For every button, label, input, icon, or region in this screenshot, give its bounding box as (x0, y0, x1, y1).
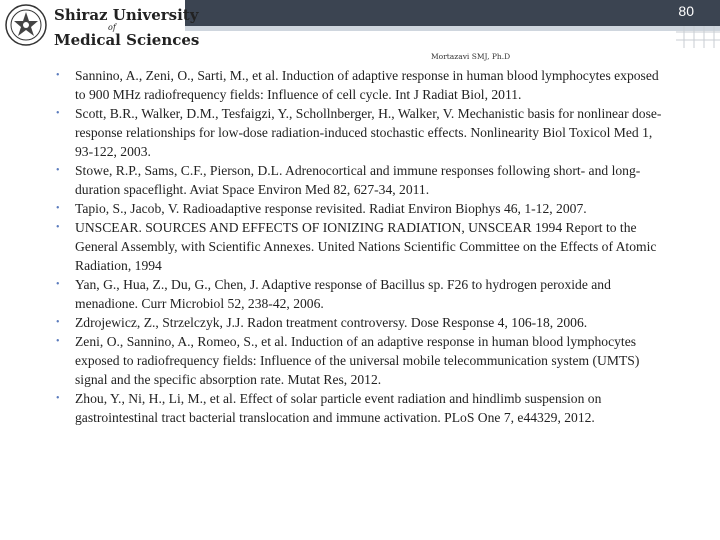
grid-decoration-icon (676, 0, 720, 48)
reference-text: UNSCEAR. SOURCES AND EFFECTS OF IONIZING RADIATION, UNSCEAR 1994 Report to the General Assembly, with Scientific Annexes. United Nations Scientific Committee on the Effects of Atomic Radiation, 1994 (75, 220, 657, 273)
bullet-icon: • (56, 222, 60, 233)
reference-item (52, 332, 664, 389)
logo-line-medical-sciences: Medical Sciences (54, 31, 200, 49)
reference-list (52, 66, 664, 427)
reference-text: Stowe, R.P., Sams, C.F., Pierson, D.L. Adrenocortical and immune responses following short- and long-duration spaceflight. Aviat Space Environ Med 82, 627-34, 2011. (75, 163, 641, 197)
reference-item (52, 389, 664, 427)
reference-item (52, 104, 664, 161)
reference-item (52, 66, 664, 104)
bullet-icon: • (56, 279, 60, 290)
header-stripe (185, 26, 720, 31)
bullet-icon: • (56, 336, 60, 347)
bullet-icon: • (56, 317, 60, 328)
bullet-icon: • (56, 70, 60, 81)
reference-item (52, 275, 664, 313)
logo-line-of: of (108, 23, 116, 32)
bullet-icon: • (56, 393, 60, 404)
university-logo (2, 2, 200, 49)
reference-text: Zhou, Y., Ni, H., Li, M., et al. Effect of solar particle event radiation and hindlimb suspension on gastrointestinal tract bacterial translocation and immune activation. PLoS One 7, e44329, 2012. (75, 391, 602, 425)
reference-text: Zeni, O., Sannino, A., Romeo, S., et al. Induction of an adaptive response in human blood lymphocytes exposed to radiofrequency fields: Influence of the universal mobile telecommunication system (UMTS) signal and the specific absorption rate. Mutat Res, 2012. (75, 334, 640, 387)
author-label: Mortazavi SMJ, Ph.D (431, 52, 511, 61)
reference-text: Tapio, S., Jacob, V. Radioadaptive response revisited. Radiat Environ Biophys 46, 1-12, 2007. (75, 201, 587, 216)
reference-text: Yan, G., Hua, Z., Du, G., Chen, J. Adaptive response of Bacillus sp. F26 to hydrogen peroxide and menadione. Curr Microbiol 52, 238-42, 2006. (75, 277, 611, 311)
header-bar (185, 0, 720, 26)
reference-item (52, 199, 664, 218)
page-number: 80 (678, 3, 694, 19)
emblem-icon (4, 3, 48, 47)
reference-text: Zdrojewicz, Z., Strzelczyk, J.J. Radon treatment controversy. Dose Response 4, 106-18, 2006. (75, 315, 588, 330)
reference-text: Scott, B.R., Walker, D.M., Tesfaigzi, Y., Schollnberger, H., Walker, V. Mechanistic basis for nonlinear dose-response relationships for low-dose radiation-induced stochastic effects. Nonlinearity Biol Toxicol Med 1, 93-122, 2003. (75, 106, 662, 159)
logo-line-university: Shiraz University (54, 6, 199, 24)
reference-text: Sannino, A., Zeni, O., Sarti, M., et al. Induction of adaptive response in human blood lymphocytes exposed to 900 MHz radiofrequency fields: Influence of cell cycle. Int J Radiat Biol, 2011. (75, 68, 659, 102)
reference-item (52, 161, 664, 199)
bullet-icon: • (56, 203, 60, 214)
bullet-icon: • (56, 165, 60, 176)
reference-item (52, 313, 664, 332)
bullet-icon: • (56, 108, 60, 119)
reference-item (52, 218, 664, 275)
